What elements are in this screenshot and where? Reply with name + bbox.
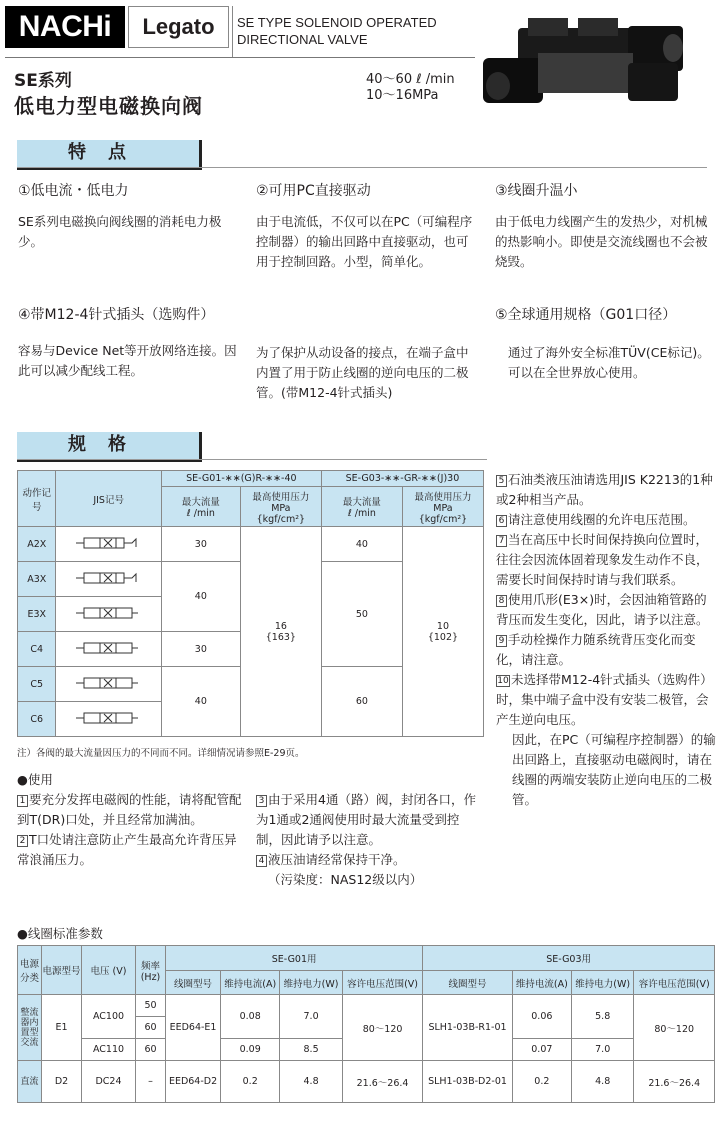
valve-symbol-icon: [74, 603, 144, 623]
feature-3-body: 由于低电力线圈产生的发热少，对机械的热影响小。即使是交流线圈也不会被烧毁。: [495, 214, 708, 269]
coil-h-model: 电源型号: [42, 946, 82, 995]
coil-g03-model: SLH1-03B-R1-01: [423, 995, 512, 1061]
coil-table: [17, 945, 715, 1103]
note-10: 10 未选择带M12-4针式插头（选购件）时，集中端子盒中没有安装二极管，会产生逆向电压。: [496, 672, 713, 727]
feature-2-heading: ②可用PC直接驱动: [256, 183, 371, 199]
spec-g01-flow: 30: [161, 632, 240, 667]
feature-5-body: 通过了海外安全标准TÜV(CE标记)。可以在全世界放心使用。: [508, 345, 710, 380]
coil-g03-power: 5.8: [571, 995, 633, 1039]
usage-3: 3 由于采用4通（路）阀，封闭各口，作为1通或2通阀使用时最大流量受到控制，因此请予以注意。: [256, 792, 476, 847]
spec-g03-press: 10 {102}: [402, 527, 483, 737]
coil-freq: 60: [136, 1017, 166, 1039]
coil-g01-current: 0.2: [221, 1061, 280, 1103]
usage-cleanliness: （污染度：NAS12级以内）: [268, 872, 423, 887]
coil-h-power: 维持电力(W): [280, 971, 342, 995]
feature-2-body: 由于电流低，不仅可以在PC（可编程序控制器）的输出回路中直接驱动，也可用于控制回路。小型，简单化。: [256, 214, 473, 269]
coil-h-current: 维持电流(A): [512, 971, 571, 995]
spec-g03-flow: 60: [321, 667, 402, 737]
coil-title: ●线圈标准参数: [17, 926, 103, 941]
spec-tab: 规格: [17, 432, 202, 462]
feature-1-heading: ①低电流・低电力: [18, 183, 129, 199]
spec-table: [17, 470, 484, 737]
usage-2: 2 T口处请注意防止产生最高允许背压异常浪涌压力。: [17, 832, 237, 867]
valve-symbol-icon: [74, 708, 144, 728]
features-tab: 特点: [17, 140, 202, 170]
coil-g01-current: 0.08: [221, 995, 280, 1039]
usage-4: 4 液压油请经常保持干净。: [256, 850, 481, 870]
feature-5-heading: ⑤全球通用规格（G01口径）: [495, 307, 677, 323]
coil-h-g03: SE-G03用: [423, 946, 715, 971]
flow-rating: 40～60 ℓ /min: [366, 72, 455, 87]
spec-h-jis: JIS记号: [56, 471, 161, 527]
valve-symbol-icon: [74, 568, 144, 588]
spec-code: C4: [18, 632, 56, 667]
valve-symbol-icon: [74, 638, 144, 658]
coil-h-range: 容许电压范围(V): [634, 971, 715, 995]
coil-freq: 60: [136, 1039, 166, 1061]
spec-g01-flow: 40: [161, 667, 240, 737]
spec-h-g01-flow: 最大流量 ℓ /min: [161, 487, 240, 527]
coil-g01-model: EED64-D2: [166, 1061, 221, 1103]
right-notes: [496, 470, 718, 810]
coil-g03-power: 7.0: [571, 1039, 633, 1061]
valve-product-image: [478, 8, 718, 123]
coil-g03-model: SLH1-03B-D2-01: [423, 1061, 512, 1103]
features-rule: [17, 167, 707, 168]
coil-h-g01: SE-G01用: [166, 946, 423, 971]
coil-dc24: DC24: [82, 1061, 136, 1103]
coil-ac100: AC100: [82, 995, 136, 1039]
spec-rule: [17, 459, 487, 460]
coil-g01-range: 80～120: [342, 995, 423, 1061]
usage-title: ●使用: [17, 772, 53, 787]
product-type-line2: DIRECTIONAL VALVE: [237, 32, 368, 47]
spec-h-g01: SE-G01-∗∗(G)R-∗∗-40: [161, 471, 321, 487]
coil-d2: D2: [42, 1061, 82, 1103]
coil-e1: E1: [42, 995, 82, 1061]
feature-4-body: 容易与Device Net等开放网络连接。因此可以减少配线工程。: [18, 343, 237, 378]
note-6: 6 请注意使用线圈的允许电压范围。: [496, 510, 718, 530]
coil-ac-class: 整流器内置型交流: [18, 995, 42, 1061]
page-title: 低电力型电磁换向阀: [14, 94, 203, 118]
coil-g01-range: 21.6～26.4: [342, 1061, 423, 1103]
coil-h-power: 维持电力(W): [571, 971, 633, 995]
valve-symbol-icon: [74, 533, 144, 553]
spec-h-g01-press: 最高使用压力 MPa {kgf/cm²}: [240, 487, 321, 527]
feature-3-heading: ③线圈升温小: [495, 183, 578, 199]
coil-h-coil: 线圈型号: [166, 971, 221, 995]
spec-note: 注）各阀的最大流量因压力的不同而不同。详细情况请参照E-29页。: [17, 748, 305, 759]
coil-h-range: 容许电压范围(V): [342, 971, 423, 995]
feature-4-heading: ④带M12-4针式插头（选购件）: [18, 307, 215, 323]
note-10-extra: 因此，在PC（可编程序控制器）的输出回路上，直接驱动电磁阀时，请在线圈的两端安装防止逆向电压的二极管。: [512, 732, 716, 807]
usage-1: 1 要充分发挥电磁阀的性能，请将配管配到T(DR)口处，并且经常加满油。: [17, 792, 242, 827]
spec-code: C5: [18, 667, 56, 702]
product-type-line1: SE TYPE SOLENOID OPERATED: [237, 15, 437, 30]
jis-symbol: [56, 702, 161, 737]
spec-g01-flow: 30: [161, 527, 240, 562]
nachi-logo: NACHi: [5, 6, 125, 48]
spec-g01-press: 16 {163}: [240, 527, 321, 737]
spec-h-g03-press: 最高使用压力 MPa {kgf/cm²}: [402, 487, 483, 527]
coil-g03-range: 80～120: [634, 995, 715, 1061]
usage-left: [17, 790, 242, 870]
coil-g01-current: 0.09: [221, 1039, 280, 1061]
coil-g03-range: 21.6～26.4: [634, 1061, 715, 1103]
coil-g01-power: 4.8: [280, 1061, 342, 1103]
spec-g03-flow: 40: [321, 527, 402, 562]
product-type: [237, 14, 457, 48]
feature-1-body: SE系列电磁换向阀线圈的消耗电力极少。: [18, 214, 222, 249]
spec-code: C6: [18, 702, 56, 737]
coil-h-current: 维持电流(A): [221, 971, 280, 995]
header-rule: [5, 57, 475, 58]
series-name: SE系列: [14, 71, 72, 91]
usage-right: [256, 790, 481, 890]
coil-freq: –: [136, 1061, 166, 1103]
feature-diode-body: 为了保护从动设备的接点，在端子盒中内置了用于防止线圈的逆向电压的二极管。(带M12-4针式插头): [256, 345, 469, 400]
jis-symbol: [56, 667, 161, 702]
spec-code: A3X: [18, 562, 56, 597]
coil-freq: 50: [136, 995, 166, 1017]
coil-g01-power: 7.0: [280, 995, 342, 1039]
spec-h-g03: SE-G03-∗∗-GR-∗∗(J)30: [321, 471, 483, 487]
coil-ac110: AC110: [82, 1039, 136, 1061]
coil-g03-current: 0.2: [512, 1061, 571, 1103]
coil-h-coil: 线圈型号: [423, 971, 512, 995]
spec-g03-flow: 50: [321, 562, 402, 667]
note-5: 5 石油类液压油请选用JIS K2213的1种或2种相当产品。: [496, 472, 713, 507]
coil-h-voltage: 电压 (V): [82, 946, 136, 995]
spec-h-g03-flow: 最大流量 ℓ /min: [321, 487, 402, 527]
coil-g03-current: 0.07: [512, 1039, 571, 1061]
header-divider: [232, 6, 233, 57]
coil-g01-model: EED64-E1: [166, 995, 221, 1061]
coil-h-class: 电源分类: [18, 946, 42, 995]
jis-symbol: [56, 527, 161, 562]
coil-g03-power: 4.8: [571, 1061, 633, 1103]
note-9: 9 手动栓操作力随系统背压变化而变化，请注意。: [496, 632, 696, 667]
spec-code: E3X: [18, 597, 56, 632]
valve-symbol-icon: [74, 673, 144, 693]
jis-symbol: [56, 632, 161, 667]
note-7: 7 当在高压中长时间保持换向位置时，往往会因流体固着现象发生动作不良，需要长时间保持时请与我们联系。: [496, 532, 709, 587]
legato-logo: Legato: [128, 6, 229, 48]
note-8: 8 使用爪形(E3×)时，会因油箱管路的背压而发生变化，因此，请予以注意。: [496, 592, 709, 627]
spec-g01-flow: 40: [161, 562, 240, 632]
coil-g01-power: 8.5: [280, 1039, 342, 1061]
pressure-rating: 10～16MPa: [366, 88, 439, 103]
jis-symbol: [56, 562, 161, 597]
coil-g03-current: 0.06: [512, 995, 571, 1039]
spec-h-action: 动作记号: [18, 471, 56, 527]
coil-dc-class: 直流: [18, 1061, 42, 1103]
rating-specs: [366, 72, 455, 104]
spec-code: A2X: [18, 527, 56, 562]
coil-h-freq: 频率 (Hz): [136, 946, 166, 995]
jis-symbol: [56, 597, 161, 632]
